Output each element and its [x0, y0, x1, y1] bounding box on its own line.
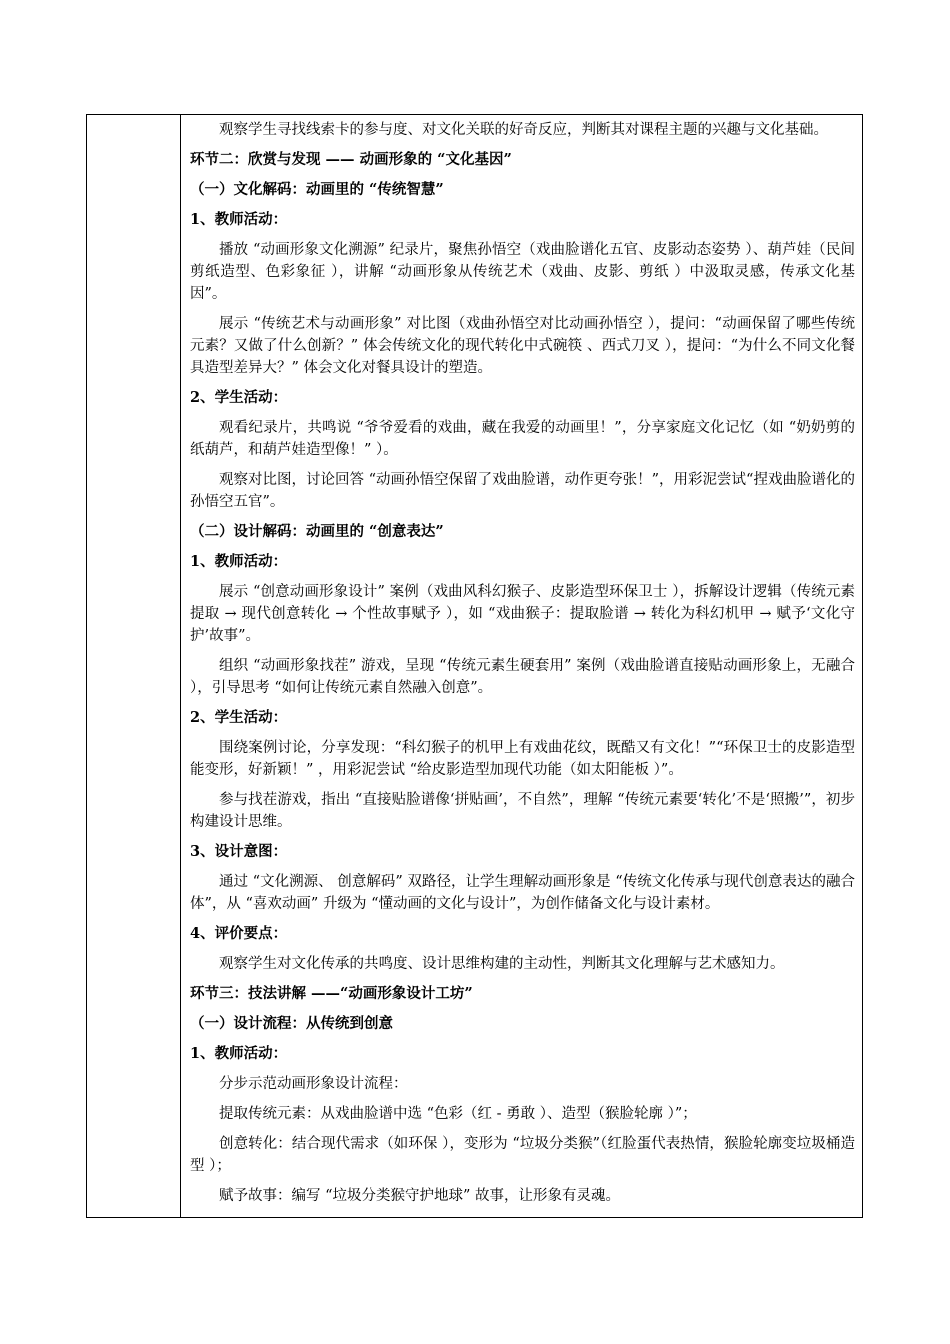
activity-heading: 2、学生活动：	[190, 389, 288, 406]
lesson-plan-table	[86, 114, 863, 1218]
paragraph: 参与找茬游戏，指出 “直接贴脸谱像‘拼贴画’，不自然”，理解 “传统元素要‘转化’不是‘照搬’”，初步构建设计思维。	[190, 792, 855, 830]
paragraph: 观察学生寻找线索卡的参与度、对文化关联的好奇反应，判断其对课程主题的兴趣与文化基础。	[219, 122, 828, 138]
empty-label-column	[87, 115, 181, 1217]
lesson-content-cell	[190, 119, 855, 1215]
paragraph: 观看纪录片，共鸣说 “爷爷爱看的戏曲，藏在我爱的动画里！”，分享家庭文化记忆（如 “奶奶剪的纸葫芦，和葫芦娃造型像！” ）。	[190, 420, 855, 458]
paragraph: 观察学生对文化传承的共鸣度、设计思维构建的主动性，判断其文化理解与艺术感知力。	[219, 956, 785, 972]
paragraph: 提取传统元素：从戏曲脸谱中选 “色彩（红 - 勇敢 ）、造型（猴脸轮廓 ）”；	[219, 1106, 697, 1122]
design-intent-heading: 3、设计意图：	[190, 843, 288, 860]
paragraph: 组织 “动画形象找茬” 游戏，呈现 “传统元素生硬套用” 案例（戏曲脸谱直接贴动画形象上，无融合 ），引导思考 “如何让传统元素自然融入创意”。	[190, 658, 855, 696]
section-heading: 环节三：技法讲解 ——“动画形象设计工坊”	[190, 985, 473, 1002]
paragraph: 展示 “传统艺术与动画形象” 对比图（戏曲孙悟空对比动画孙悟空 ），提问：“动画保留了哪些传统元素？又做了什么创新？” 体会传统文化的现代转化中式碗筷 、西式刀叉 ），提问：“为什么不同文化餐具造型差异大？” 体会文化对餐具设计的塑造。	[190, 316, 855, 376]
activity-heading: 1、教师活动：	[190, 211, 288, 228]
section-heading: 环节二：欣赏与发现 —— 动画形象的 “文化基因”	[190, 151, 512, 168]
subsection-heading: （一）设计流程：从传统到创意	[190, 1015, 393, 1032]
activity-heading: 1、教师活动：	[190, 553, 288, 570]
paragraph: 通过 “文化溯源、 创意解码” 双路径，让学生理解动画形象是 “传统文化传承与现代创意表达的融合体”，从 “喜欢动画” 升级为 “懂动画的文化与设计”，为创作储备文化与设计素材。	[190, 874, 855, 912]
activity-heading: 1、教师活动：	[190, 1045, 288, 1062]
evaluation-heading: 4、评价要点：	[190, 925, 288, 942]
paragraph: 观察对比图，讨论回答 “动画孙悟空保留了戏曲脸谱，动作更夸张！”，用彩泥尝试“捏戏曲脸谱化的孙悟空五官”。	[190, 472, 855, 510]
paragraph: 赋予故事：编写 “垃圾分类猴守护地球” 故事，让形象有灵魂。	[219, 1188, 621, 1204]
paragraph: 播放 “动画形象文化溯源” 纪录片，聚焦孙悟空（戏曲脸谱化五官、皮影动态姿势 ）、葫芦娃（民间剪纸造型、色彩象征 ），讲解 “动画形象从传统艺术（戏曲、皮影、剪纸 ）中汲取灵感，传承文化基因”。	[190, 242, 855, 302]
paragraph: 围绕案例讨论，分享发现：“科幻猴子的机甲上有戏曲花纹，既酷又有文化！”“环保卫士的皮影造型能变形，好新颖！” ，用彩泥尝试 “给皮影造型加现代功能（如太阳能板 ）”。	[190, 740, 855, 778]
paragraph: 展示 “创意动画形象设计” 案例（戏曲风科幻猴子、皮影造型环保卫士 ），拆解设计逻辑（传统元素提取 → 现代创意转化 → 个性故事赋予 ），如 “戏曲猴子：提取脸谱 → 转化为科幻机甲 → 赋予‘文化守护’故事”。	[190, 584, 855, 644]
subsection-heading: （二）设计解码：动画里的 “创意表达”	[190, 523, 444, 540]
activity-heading: 2、学生活动：	[190, 709, 288, 726]
subsection-heading: （一）文化解码：动画里的 “传统智慧”	[190, 181, 444, 198]
paragraph: 创意转化：结合现代需求（如环保 ），变形为 “垃圾分类猴”（红脸蛋代表热情，猴脸轮廓变垃圾桶造型 ）；	[190, 1136, 855, 1174]
paragraph: 分步示范动画形象设计流程：	[219, 1076, 408, 1092]
